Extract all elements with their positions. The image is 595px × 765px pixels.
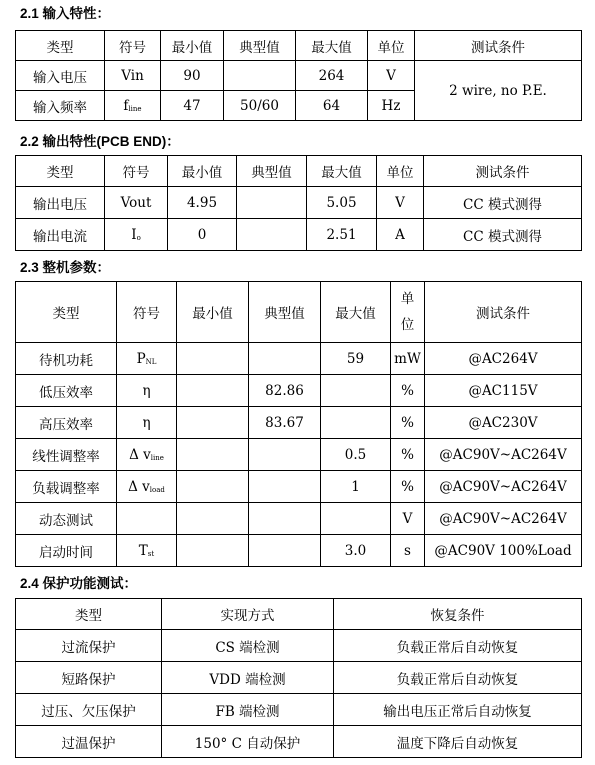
header-cell: 单位	[368, 31, 415, 61]
condition-cell: @AC264V	[425, 343, 582, 375]
symbol-cell	[117, 439, 177, 471]
min-cell: 4.95	[168, 187, 237, 219]
condition-cell: @AC115V	[425, 375, 582, 407]
header-cell: 最小值	[161, 31, 224, 61]
typ-cell: 82.86	[249, 375, 321, 407]
table-row	[16, 694, 582, 726]
symbol-text: Vin	[121, 67, 144, 84]
max-cell: 59	[321, 343, 391, 375]
type-cell: 动态测试	[16, 503, 117, 535]
max-cell: 5.05	[307, 187, 377, 219]
table-row	[16, 187, 582, 219]
protection-tests-table	[15, 598, 582, 758]
typ-cell	[249, 535, 321, 567]
header-cell: 类型	[16, 31, 105, 61]
symbol-subscript: load	[149, 485, 165, 494]
section-title-output-characteristics: 2.2 输出特性(PCB END)：	[20, 134, 180, 149]
symbol-cell	[117, 471, 177, 503]
table-row	[16, 503, 582, 535]
type-cell: 输入频率	[16, 91, 105, 121]
type-cell: 输出电压	[16, 187, 105, 219]
header-cell: 类型	[16, 282, 117, 343]
condition-cell: @AC90V~AC264V	[425, 471, 582, 503]
unit-cell: %	[391, 407, 425, 439]
symbol-text: η	[142, 382, 151, 399]
table-header-row	[16, 156, 582, 187]
header-cell: 恢复条件	[334, 599, 582, 630]
symbol-text: η	[142, 414, 151, 431]
min-cell	[177, 439, 249, 471]
table-header-row	[16, 599, 582, 630]
condition-cell: @AC90V 100%Load	[425, 535, 582, 567]
symbol-cell	[105, 219, 168, 251]
table-row	[16, 343, 582, 375]
max-cell: 264	[296, 61, 368, 91]
symbol-cell	[117, 343, 177, 375]
header-cell: 符号	[117, 282, 177, 343]
condition-cell: 2 wire, no P.E.	[415, 61, 582, 121]
method-cell: VDD 端检测	[162, 662, 334, 694]
symbol-text: T	[138, 542, 148, 559]
min-cell: 90	[161, 61, 224, 91]
min-cell	[177, 471, 249, 503]
symbol-subscript: st	[147, 549, 155, 558]
type-cell: 过压、欠压保护	[16, 694, 162, 726]
condition-cell: CC 模式测得	[424, 187, 582, 219]
header-cell: 类型	[16, 156, 105, 187]
header-unit-text	[401, 286, 415, 338]
header-cell: 单位	[377, 156, 424, 187]
max-cell: 64	[296, 91, 368, 121]
condition-cell: CC 模式测得	[424, 219, 582, 251]
condition-cell: @AC90V~AC264V	[425, 503, 582, 535]
typ-cell	[237, 219, 307, 251]
header-cell: 符号	[105, 31, 161, 61]
header-unit-top: 单	[400, 291, 415, 307]
min-cell	[177, 535, 249, 567]
condition-cell: @AC230V	[425, 407, 582, 439]
output-characteristics-table	[15, 155, 582, 251]
recover-cell: 负载正常后自动恢复	[334, 662, 582, 694]
unit-cell: A	[377, 219, 424, 251]
min-cell	[177, 375, 249, 407]
type-cell: 过温保护	[16, 726, 162, 758]
typ-cell	[237, 187, 307, 219]
typ-cell	[249, 439, 321, 471]
max-cell: 2.51	[307, 219, 377, 251]
typ-cell	[224, 61, 296, 91]
type-cell: 低压效率	[16, 375, 117, 407]
symbol-text: Vout	[120, 194, 152, 211]
header-unit-bottom: 位	[400, 317, 415, 333]
type-cell: 输入电压	[16, 61, 105, 91]
symbol-text: I	[131, 226, 137, 243]
header-cell: 最小值	[168, 156, 237, 187]
symbol-subscript: NL	[145, 357, 157, 366]
max-cell	[321, 375, 391, 407]
type-cell: 负载调整率	[16, 471, 117, 503]
header-cell: 测试条件	[425, 282, 582, 343]
max-cell: 1	[321, 471, 391, 503]
table-row	[16, 439, 582, 471]
symbol-text: Δ v	[129, 446, 151, 463]
header-cell: 典型值	[237, 156, 307, 187]
unit-cell: V	[377, 187, 424, 219]
max-cell	[321, 407, 391, 439]
symbol-subscript: line	[150, 453, 164, 462]
header-cell: 最小值	[177, 282, 249, 343]
unit-cell: s	[391, 535, 425, 567]
header-cell: 最大值	[321, 282, 391, 343]
max-cell: 0.5	[321, 439, 391, 471]
header-cell: 最大值	[307, 156, 377, 187]
table-row	[16, 61, 582, 91]
typ-cell	[249, 471, 321, 503]
header-cell: 实现方式	[162, 599, 334, 630]
typ-cell	[249, 503, 321, 535]
min-cell: 47	[161, 91, 224, 121]
table-row	[16, 219, 582, 251]
unit-cell: %	[391, 471, 425, 503]
typ-cell	[249, 343, 321, 375]
symbol-cell	[117, 535, 177, 567]
min-cell	[177, 407, 249, 439]
unit-cell: mW	[391, 343, 425, 375]
header-cell: 测试条件	[415, 31, 582, 61]
type-cell: 高压效率	[16, 407, 117, 439]
table-row	[16, 630, 582, 662]
min-cell	[177, 343, 249, 375]
header-cell: 典型值	[249, 282, 321, 343]
symbol-subscript: o	[136, 233, 141, 242]
method-cell: CS 端检测	[162, 630, 334, 662]
header-cell: 最大值	[296, 31, 368, 61]
system-parameters-table	[15, 281, 582, 567]
method-cell: FB 端检测	[162, 694, 334, 726]
type-cell: 短路保护	[16, 662, 162, 694]
method-cell: 150° C 自动保护	[162, 726, 334, 758]
recover-cell: 温度下降后自动恢复	[334, 726, 582, 758]
recover-cell: 输出电压正常后自动恢复	[334, 694, 582, 726]
table-row	[16, 535, 582, 567]
symbol-text: P	[136, 350, 146, 367]
symbol-cell	[105, 61, 161, 91]
symbol-cell	[105, 187, 168, 219]
header-cell: 符号	[105, 156, 168, 187]
table-row	[16, 662, 582, 694]
symbol-cell	[105, 91, 161, 121]
header-cell: 测试条件	[424, 156, 582, 187]
symbol-subscript: line	[128, 104, 142, 113]
symbol-text: f	[123, 97, 129, 114]
header-cell	[391, 282, 425, 343]
typ-cell: 83.67	[249, 407, 321, 439]
unit-cell: %	[391, 439, 425, 471]
max-cell	[321, 503, 391, 535]
type-cell: 输出电流	[16, 219, 105, 251]
table-header-row	[16, 31, 582, 61]
unit-cell: %	[391, 375, 425, 407]
type-cell: 过流保护	[16, 630, 162, 662]
typ-cell: 50/60	[224, 91, 296, 121]
input-characteristics-table	[15, 30, 582, 121]
table-row	[16, 471, 582, 503]
symbol-cell	[117, 503, 177, 535]
unit-cell: V	[391, 503, 425, 535]
unit-cell: V	[368, 61, 415, 91]
type-cell: 启动时间	[16, 535, 117, 567]
header-cell: 典型值	[224, 31, 296, 61]
symbol-cell	[117, 375, 177, 407]
type-cell: 线性调整率	[16, 439, 117, 471]
type-cell: 待机功耗	[16, 343, 117, 375]
recover-cell: 负载正常后自动恢复	[334, 630, 582, 662]
condition-cell: @AC90V~AC264V	[425, 439, 582, 471]
table-row	[16, 375, 582, 407]
min-cell: 0	[168, 219, 237, 251]
symbol-text: Δ v	[128, 478, 150, 495]
section-title-system-parameters: 2.3 整机参数：	[20, 260, 111, 275]
table-row	[16, 407, 582, 439]
table-row	[16, 726, 582, 758]
unit-cell: Hz	[368, 91, 415, 121]
symbol-cell	[117, 407, 177, 439]
section-title-protection-tests: 2.4 保护功能测试：	[20, 576, 138, 591]
min-cell	[177, 503, 249, 535]
table-header-row	[16, 282, 582, 343]
max-cell: 3.0	[321, 535, 391, 567]
header-cell: 类型	[16, 599, 162, 630]
section-title-input-characteristics: 2.1 输入特性：	[20, 6, 111, 21]
